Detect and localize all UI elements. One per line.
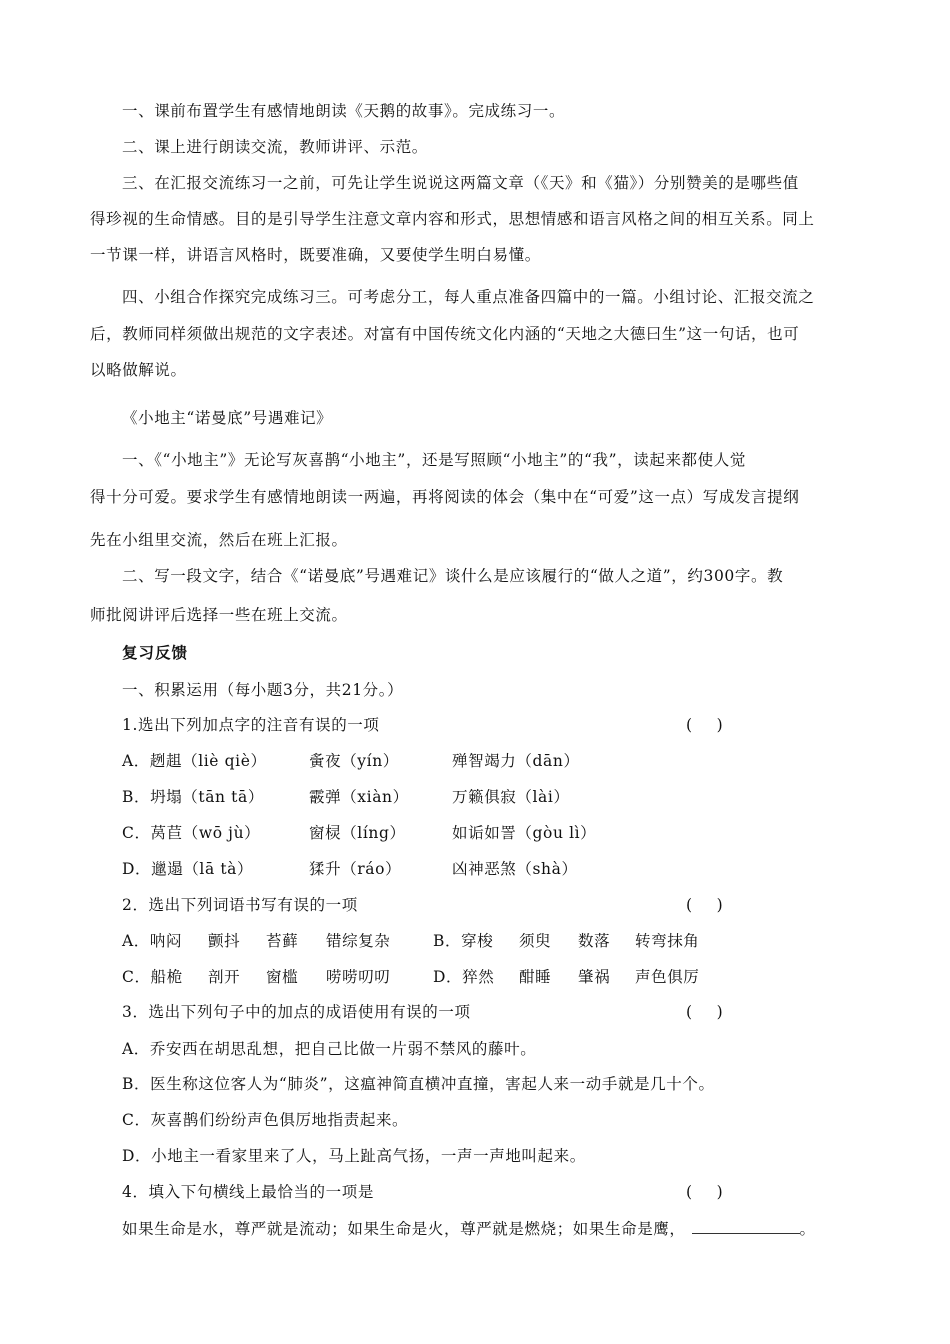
section2-line-2: 得十分可爱。要求学生有感情地朗读一两遍，再将阅读的体会（集中在“可爱”这一点）写成发言提纲 <box>90 488 800 506</box>
q1-option-a-3: 殚智竭力（dān） <box>452 752 580 770</box>
q1-option-b-2: 霰弹（xiàn） <box>309 788 409 806</box>
section2-line-5: 师批阅讲评后选择一些在班上交流。 <box>90 606 348 624</box>
q2-word: 窗槛 <box>266 968 299 986</box>
q2-word: 数落 <box>578 932 611 950</box>
q4-fill-blank[interactable] <box>692 1219 800 1234</box>
q3-option-a: A．乔安西在胡思乱想，把自己比做一片弱不禁风的藤叶。 <box>122 1040 537 1058</box>
q3-option-c: C．灰喜鹊们纷纷声色俱厉地指责起来。 <box>122 1111 409 1129</box>
q1-option-c-1: C．莴苣（wō jù） <box>122 824 261 842</box>
q1-option-a-1: A．趔趄（liè qiè） <box>122 752 267 770</box>
q2-word: 声色俱厉 <box>635 968 700 986</box>
intro-line-4: 得珍视的生命情感。目的是引导学生注意文章内容和形式，思想情感和语言风格之间的相互关系。同上 <box>90 210 815 228</box>
q1-option-b-3: 万籁俱寂（lài） <box>452 788 570 806</box>
q4-stem: 4．填入下句横线上最恰当的一项是 <box>122 1183 374 1201</box>
q1-option-d-3: 凶神恶煞（shà） <box>452 860 578 878</box>
q4-sentence-line <box>122 1219 816 1239</box>
q2-word: 须臾 <box>519 932 552 950</box>
q2-word: 酣睡 <box>519 968 552 986</box>
section2-line-3: 先在小组里交流，然后在班上汇报。 <box>90 531 348 549</box>
q4-sentence-end: 。 <box>799 1220 816 1238</box>
intro-line-3: 三、在汇报交流练习一之前，可先让学生说说这两篇文章（《天》和《猫》）分别赞美的是哪些值 <box>122 174 799 192</box>
q2-word: 苔藓 <box>266 932 299 950</box>
q2-word: C．船桅 <box>122 968 183 986</box>
q2-word: 颤抖 <box>208 932 241 950</box>
q3-stem: 3．选出下列句子中的加点的成语使用有误的一项 <box>122 1003 471 1021</box>
q2-word: A．呐闷 <box>122 932 183 950</box>
q1-option-c-3: 如诟如詈（gòu lì） <box>452 824 597 842</box>
q1-stem: 1.选出下列加点字的注音有误的一项 <box>122 716 380 734</box>
q1-option-c-2: 窗棂（líng） <box>309 824 406 842</box>
q1-option-d-1: D．邋遢（lā tà） <box>122 860 254 878</box>
q4-answer-paren[interactable]: ( ) <box>686 1183 723 1201</box>
intro-line-2: 二、课上进行朗读交流，教师讲评、示范。 <box>122 138 428 156</box>
q2-word: 唠唠叨叨 <box>326 968 391 986</box>
q3-answer-paren[interactable]: ( ) <box>686 1003 723 1021</box>
q2-word: D．猝然 <box>433 968 495 986</box>
q3-option-b: B．医生称这位客人为“肺炎”，这瘟神简直横冲直撞，害起人来一动手就是几十个。 <box>122 1075 715 1093</box>
section2-line-4: 二、写一段文字，结合《“诺曼底”号遇难记》谈什么是应该履行的“做人之道”，约300字。教 <box>122 567 784 585</box>
q2-answer-paren[interactable]: ( ) <box>686 896 723 914</box>
q2-word: 肇祸 <box>578 968 611 986</box>
q2-word: 剖开 <box>208 968 241 986</box>
intro-line-5: 一节课一样，讲语言风格时，既要准确，又要使学生明白易懂。 <box>90 246 541 264</box>
q1-option-b-1: B．坍塌（tān tā） <box>122 788 264 806</box>
review-title: 复习反馈 <box>122 644 189 662</box>
intro-line-8: 以略做解说。 <box>90 361 187 379</box>
q1-answer-paren[interactable]: ( ) <box>686 716 723 734</box>
intro-line-6: 四、小组合作探究完成练习三。可考虑分工，每人重点准备四篇中的一篇。小组讨论、汇报交流之 <box>122 288 815 306</box>
section2-line-1: 一、《“小地主”》无论写灰喜鹊“小地主”，还是写照顾“小地主”的“我”，读起来都使人觉 <box>122 451 746 469</box>
part1-title: 一、积累运用（每小题3分，共21分。） <box>122 681 404 699</box>
q2-word: 转弯抹角 <box>635 932 700 950</box>
q1-option-a-2: 夤夜（yín） <box>309 752 399 770</box>
q2-word: B．穿梭 <box>433 932 494 950</box>
q4-sentence: 如果生命是水，尊严就是流动；如果生命是火，尊严就是燃烧；如果生命是鹰， <box>122 1220 686 1238</box>
q1-option-d-2: 猱升（ráo） <box>309 860 402 878</box>
q2-word: 错综复杂 <box>326 932 391 950</box>
q2-stem: 2．选出下列词语书写有误的一项 <box>122 896 358 914</box>
intro-line-1: 一、课前布置学生有感情地朗读《天鹅的故事》。完成练习一。 <box>122 102 566 120</box>
intro-line-7: 后，教师同样须做出规范的文字表述。对富有中国传统文化内涵的“天地之大德曰生”这一句话，也可 <box>90 325 800 343</box>
section2-title: 《小地主“诺曼底”号遇难记》 <box>122 409 333 427</box>
q3-option-d: D．小地主一看家里来了人，马上趾高气扬，一声一声地叫起来。 <box>122 1147 586 1165</box>
